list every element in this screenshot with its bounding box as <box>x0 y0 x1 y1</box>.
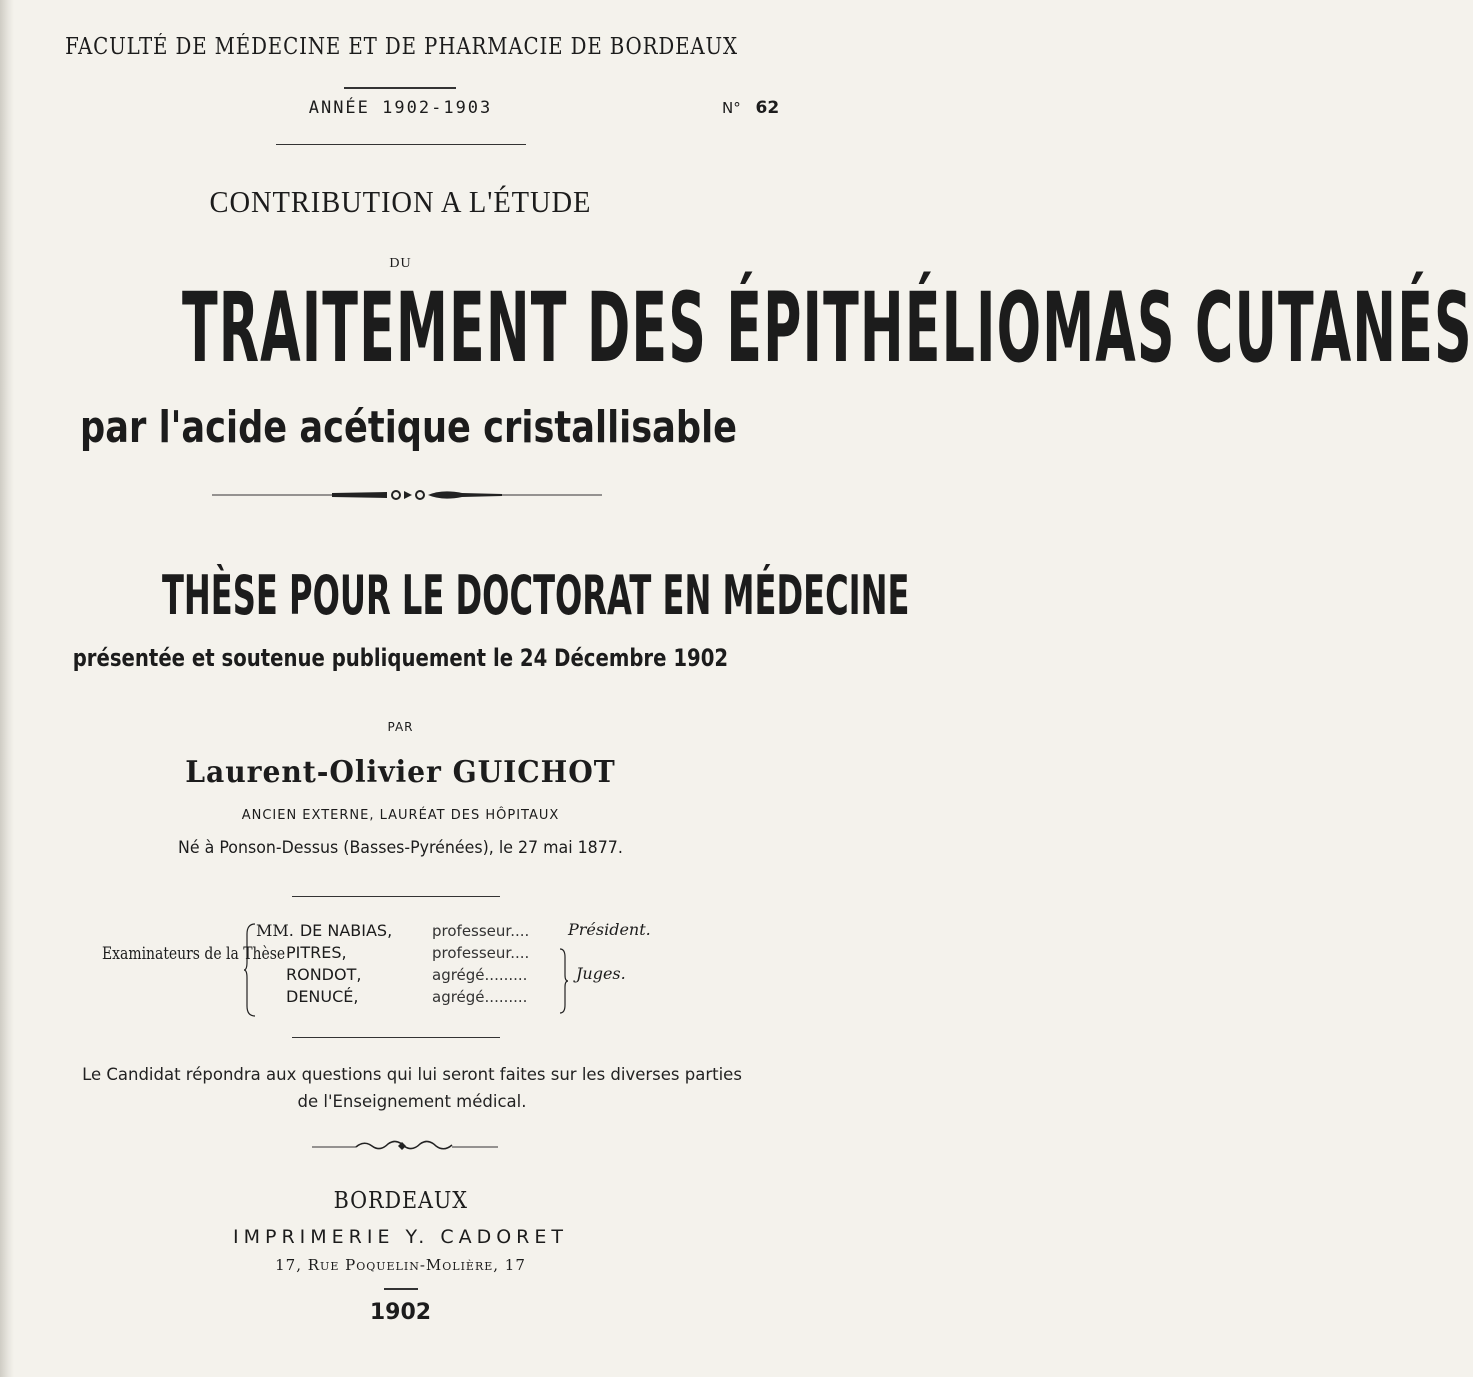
divider-rule <box>292 1037 500 1038</box>
judges-role: Juges. <box>576 964 626 983</box>
jury-member <box>256 920 392 942</box>
ornament-divider <box>212 488 602 502</box>
divider-rule <box>292 896 500 897</box>
jury-members <box>256 920 392 1008</box>
jury-titles <box>432 920 529 1008</box>
faculty-name: FACULTÉ DE MÉDECINE ET DE PHARMACIE DE BORDEAUX <box>65 34 738 60</box>
presentation-date: présentée et soutenue publiquement le 24 Décembre 1902 <box>72 644 729 672</box>
publication-year: 1902 <box>369 1300 432 1325</box>
judges-brace <box>559 947 569 1015</box>
number-value: 62 <box>755 98 780 118</box>
page-edge-shadow <box>0 0 14 1377</box>
du-word: DU <box>389 256 412 271</box>
thesis-heading: THÈSE POUR LE DOCTORAT EN MÉDECINE <box>161 564 910 627</box>
divider-rule <box>344 87 456 89</box>
thesis-number <box>722 98 779 118</box>
member-title: agrégé......... <box>432 966 528 984</box>
left-brace <box>244 922 256 1018</box>
member-name: DE NABIAS, <box>299 921 393 940</box>
academic-year <box>0 98 801 118</box>
member-title: professeur.... <box>432 944 530 962</box>
divider-rule <box>276 144 526 145</box>
author-birth: Né à Ponson-Dessus (Basses-Pyrénées), le 27 mai 1877. <box>178 838 623 858</box>
jury-label: Examinateurs de la Thèse <box>102 944 286 964</box>
par-word: PAR <box>387 720 414 734</box>
member-title: professeur.... <box>432 922 530 940</box>
president-role: Président. <box>568 920 651 939</box>
author-titles: ANCIEN EXTERNE, LAURÉAT DES HÔPITAUX <box>241 808 560 823</box>
author-name: Laurent-Olivier GUICHOT <box>185 755 616 790</box>
flourish-ornament <box>312 1138 498 1152</box>
candidate-notice: Le Candidat répondra aux questions qui lui seront faites sur les diverses parties de l'Enseignement médical. <box>82 1065 742 1111</box>
number-prefix: N° <box>722 99 741 117</box>
main-title: TRAITEMENT DES ÉPITHÉLIOMAS CUTANÉS <box>182 272 1473 384</box>
contribution-line: CONTRIBUTION A L'ÉTUDE <box>209 184 592 219</box>
jury-block <box>0 912 801 1032</box>
printer-name: IMPRIMERIE Y. CADORET <box>232 1226 568 1248</box>
subtitle: par l'acide acétique cristallisable <box>80 402 738 453</box>
year-label: ANNÉE <box>308 98 370 118</box>
short-rule <box>384 1288 418 1290</box>
printer-address: 17, Rue Poquelin-Molière, 17 <box>275 1256 526 1274</box>
jury-member: PITRES, <box>286 943 347 962</box>
mm-prefix: MM. <box>256 921 294 940</box>
member-title: agrégé......... <box>432 988 528 1006</box>
jury-member: DENUCÉ, <box>286 987 359 1006</box>
imprint-city: BORDEAUX <box>333 1188 468 1214</box>
jury-member: RONDOT, <box>286 965 362 984</box>
year-value: 1902-1903 <box>382 98 493 118</box>
